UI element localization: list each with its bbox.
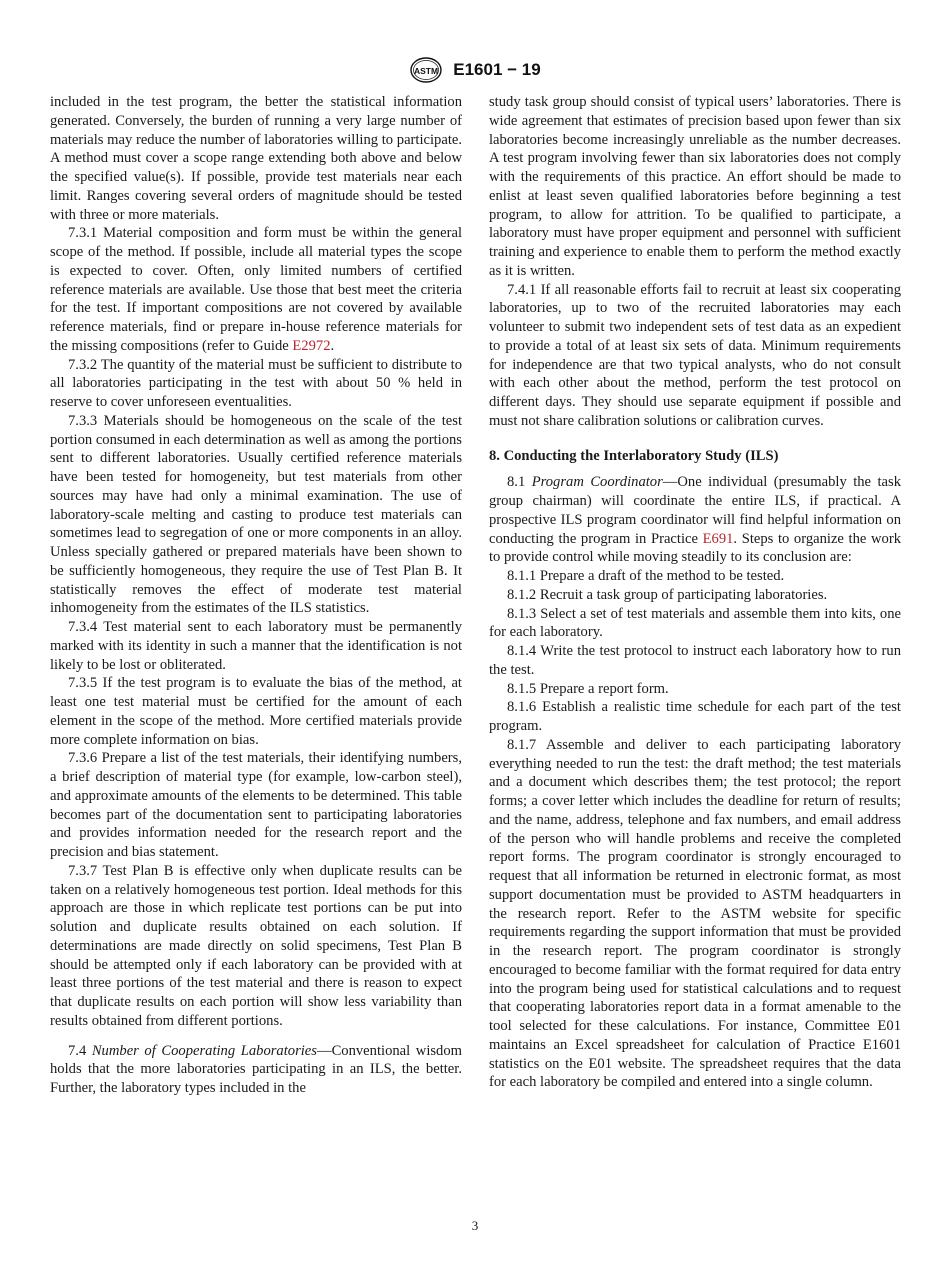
paragraph: 8.1.1 Prepare a draft of the method to be tested. <box>507 568 785 584</box>
left-column <box>50 93 462 1098</box>
right-column <box>489 93 901 1092</box>
paragraph: 8.1.4 Write the test protocol to instruct each laboratory how to run the test. <box>489 643 901 678</box>
paragraph: 7.3.5 If the test program is to evaluate the bias of the method, at least one test material must be certified for the amount of each element in the scope of the method. More certified materials provide more complete information on bias. <box>50 675 462 748</box>
section-heading: 8. Conducting the Interlaboratory Study (ILS) <box>489 447 779 464</box>
paragraph-text: —Conventional wisdom holds that the more laboratories participating in an ILS, the better. Further, the laboratory types included in the <box>50 1042 462 1096</box>
paragraph-text: . Steps to organize the work to provide control while moving steadily to its conclusion are: <box>489 530 901 566</box>
reference-link[interactable]: E691 <box>702 530 734 547</box>
paragraph-number: 8.1 <box>507 474 532 491</box>
paragraph-title: Program Coordinator <box>531 474 663 491</box>
astm-logo <box>409 56 443 84</box>
paragraph: 8.1.5 Prepare a report form. <box>507 680 669 697</box>
paragraph <box>50 224 462 355</box>
paragraph <box>50 1042 462 1098</box>
page-header <box>0 56 950 84</box>
paragraph: study task group should consist of typical users’ laboratories. There is wide agreement that estimates of precision based upon fewer than six laboratories become increasingly unreliable as the number decreases. A test program involving fewer than six laboratories does not comply with the requirements of this practice. An effort should be made to enlist at least seven qualified laboratories before beginning a test program, to allow for attrition. To be qualified to participate, a laboratory must have proper equipment and personnel with sufficient training and experience to enable them to perform the method exactly as it is written. <box>489 94 901 279</box>
page-number: 3 <box>471 1218 479 1233</box>
paragraph: 8.1.2 Recruit a task group of participating laboratories. <box>507 586 828 603</box>
paragraph: 7.4.1 If all reasonable efforts fail to recruit at least six cooperating laboratories, up to two of the recruited laboratories may each volunteer to submit two independent sets of test data as an expedient to provide a total of at least six sets of data. Minimum requirements for independence are that two typical analysts, who do not consult with each other about the method, perform the test protocol on different days. They should use separate equipment if possible and must not share calibration solutions or calibration curves. <box>489 281 901 429</box>
paragraph <box>489 473 901 567</box>
paragraph: 8.1.6 Establish a realistic time schedule for each part of the test program. <box>489 699 901 734</box>
paragraph: 8.1.7 Assemble and deliver to each participating laboratory everything needed to run the test: the draft method; the test materials and a document which describes them; the test protocol; the report forms; a cover letter which includes the deadline for return of results; and the name, address, telephone and fax numbers, and email address of the person who will handle problems and receive the completed report forms. The program coordinator is strongly encouraged to request that all information be returned in electronic format, as most support documentation must be provided to ASTM headquarters in the research report. Refer to the ASTM website for specific requirements regarding the support information that must be provided in the research report. The program coordinator is strongly encouraged to become familiar with the format required for data entry into the program being used for statistical calculations and to request that cooperating laboratories report data in a format amenable to the tool selected for these calculations. For instance, Committee E01 maintains an Excel spreadsheet for calculation of Practice E1601 statistics on the E01 website. The spreadsheet requires that the data for each laboratory be compiled and entered into a single column. <box>489 736 901 1091</box>
paragraph-text: . <box>330 337 335 354</box>
paragraph: 7.3.2 The quantity of the material must be sufficient to distribute to all laboratories participating in the test with about 50 % held in reserve to cover unforeseen eventualities. <box>50 356 462 410</box>
paragraph: 8.1.3 Select a set of test materials and assemble them into kits, one for each laboratory. <box>489 605 901 641</box>
logo-text: ASTM <box>414 66 439 76</box>
paragraph-text: —One individual (presumably the task group chairman) will coordinate the entire ILS, if practical. A prospective ILS program coordinator will find helpful information on conducting the program in Practice <box>489 474 901 547</box>
paragraph-number: 7.4 <box>68 1042 92 1059</box>
paragraph: 7.3.6 Prepare a list of the test materials, their identifying numbers, a brief description of material type (for example, low-carbon steel), and approximate amounts of the elements to be determined. This table becomes part of the documentation sent to participating laboratories and provides information needed for the research report and the precision and bias statement. <box>50 750 462 860</box>
reference-link[interactable]: E2972 <box>292 337 331 354</box>
paragraph-title: Number of Cooperating Laboratories <box>91 1042 317 1059</box>
paragraph-text: 7.3.1 Material composition and form must be within the general scope of the method. If possible, include all material types the scope is expected to cover. Often, only limited numbers of certified reference materials are available. Use those that best meet the criteria for the test. If important compositions are not covered by available reference materials, find or prepare in-house reference materials for the missing compositions (refer to Guide <box>50 225 462 354</box>
paragraph: 7.3.4 Test material sent to each laboratory must be permanently marked with its identity in such a manner that the identification is not likely to be lost or obliterated. <box>50 619 462 673</box>
paragraph: 7.3.3 Materials should be homogeneous on the scale of the test portion consumed in each determination as well as among the portions sent to different laboratories. Usually certified reference materials have been tested for homogeneity, but test materials from other sources may have had only a minimal examination. The use of laboratory-scale melting and casting to produce test materials can sometimes lead to segregation of one or more components in an alloy. Unless specially gathered or prepared materials have been shown to be sufficiently homogeneous, they require the use of Test Plan B. It statistically removes the effect of moderate test material inhomogeneity from the estimates of the ILS statistics. <box>50 412 462 617</box>
paragraph: included in the test program, the better the statistical information generated. Conversely, the burden of running a very large number of materials may reduce the number of laboratories willing to participate. A method must cover a scope range extending both above and below the specified value(s). If possible, provide test materials near each limit. Ranges covering several orders of magnitude should be tested with three or more materials. <box>50 94 462 223</box>
paragraph: 7.3.7 Test Plan B is effective only when duplicate results can be taken on a relatively homogeneous test portion. Ideal methods for this approach are those in which replicate test portions can be put into solution and duplicate results obtained on each solution. If determinations are made directly on solid specimens, Test Plan B should be attempted only if each laboratory can be provided with at least three portions of the test material and there is reason to expect that duplicate results on each portion will show less variability than results obtained from different portions. <box>50 862 462 1029</box>
standard-designation: E1601 − 19 <box>453 60 541 79</box>
